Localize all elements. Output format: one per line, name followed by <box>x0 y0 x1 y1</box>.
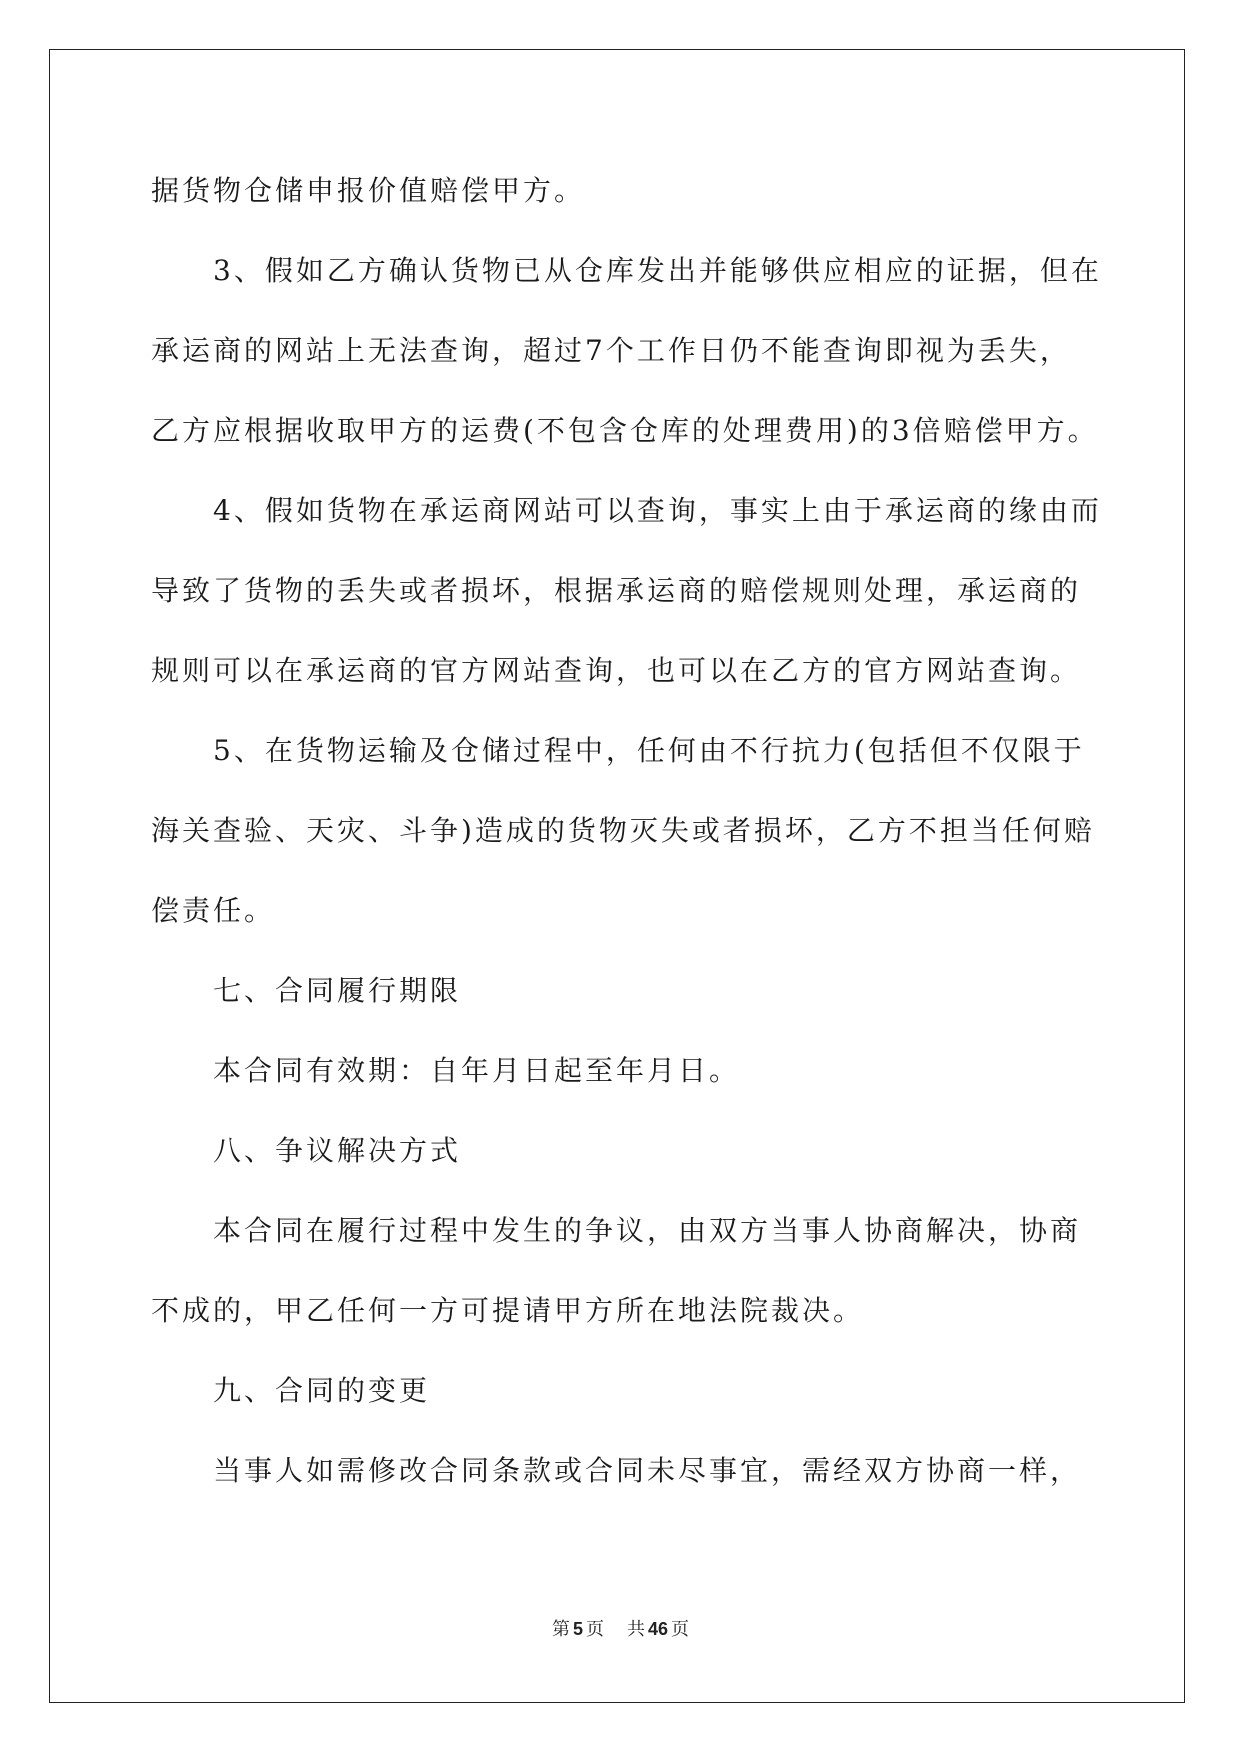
text-line: 不成的，甲乙任何一方可提请甲方所在地法院裁决。 <box>151 1294 865 1327</box>
section-heading-8: 八、争议解决方式 <box>213 1134 462 1167</box>
text-line: 导致了货物的丢失或者损坏，根据承运商的赔偿规则处理，承运商的 <box>151 574 1082 607</box>
section-heading-9: 九、合同的变更 <box>213 1374 431 1407</box>
paragraph-term: 本合同有效期：自年月日起至年月日。 <box>213 1054 741 1087</box>
page-prefix: 第 <box>552 1619 571 1640</box>
page-counter <box>0 1617 1241 1642</box>
total-unit: 页 <box>670 1619 689 1640</box>
paragraph-change: 当事人如需修改合同条款或合同未尽事宜，需经双方协商一样， <box>213 1454 1082 1487</box>
text-line: 承运商的网站上无法查询，超过7个工作日仍不能查询即视为丢失， <box>151 334 1071 367</box>
paragraph-dispute: 本合同在履行过程中发生的争议，由双方当事人协商解决，协商 <box>213 1214 1082 1247</box>
total-page-number: 46 <box>647 1619 668 1639</box>
text-line: 据货物仓储申报价值赔偿甲方。 <box>151 174 586 207</box>
text-line: 偿责任。 <box>151 894 276 927</box>
text-line: 规则可以在承运商的官方网站查询，也可以在乙方的官方网站查询。 <box>151 654 1082 687</box>
page-unit: 页 <box>586 1619 605 1640</box>
section-heading-7: 七、合同履行期限 <box>213 974 462 1007</box>
text-line: 乙方应根据收取甲方的运费(不包含仓库的处理费用)的3倍赔偿甲方。 <box>151 414 1099 447</box>
paragraph-5: 5、在货物运输及仓储过程中，任何由不行抗力(包括但不仅限于 <box>213 734 1085 767</box>
text-line: 海关查验、天灾、斗争)造成的货物灭失或者损坏，乙方不担当任何赔 <box>151 814 1095 847</box>
current-page-number: 5 <box>573 1619 584 1639</box>
paragraph-4: 4、假如货物在承运商网站可以查询，事实上由于承运商的缘由而 <box>213 494 1102 527</box>
paragraph-3: 3、假如乙方确认货物已从仓库发出并能够供应相应的证据，但在 <box>213 254 1102 287</box>
total-prefix: 共 <box>626 1619 645 1640</box>
